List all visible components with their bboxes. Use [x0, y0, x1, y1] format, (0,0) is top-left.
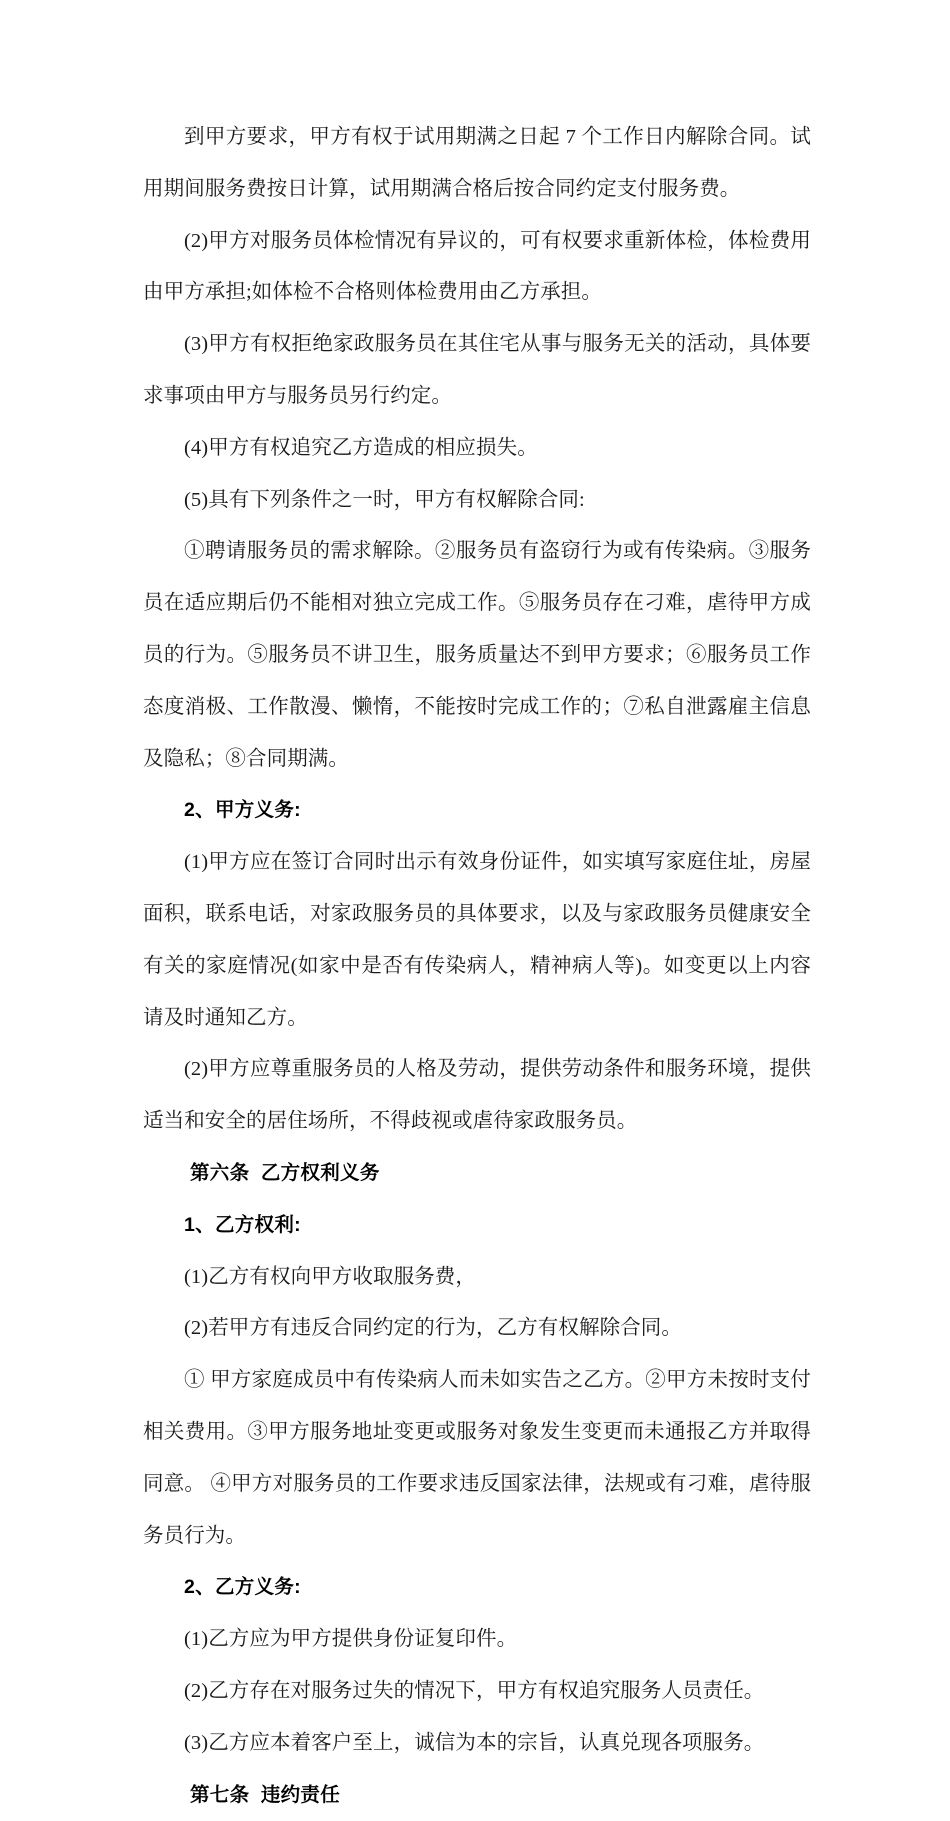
paragraph-b6: ①聘请服务员的需求解除。②服务员有盗窃行为或有传染病。③服务员在适应期后仍不能相对独立完成工作。⑤服务员存在刁难，虐待甲方成员的行为。⑤服务员不讲卫生，服务质量达不到甲方要求；⑥服务员工作态度消极、工作散漫、懒惰，不能按时完成工作的；⑦私自泄露雇主信息及隐私；⑧合同期满。 — [143, 526, 811, 785]
heading-article-six: 第六条 乙方权利义务 — [143, 1148, 811, 1200]
paragraph-b13: (2)若甲方有违反合同约定的行为，乙方有权解除合同。 — [143, 1303, 811, 1355]
document-text-body — [143, 112, 811, 1821]
paragraph-b14: ① 甲方家庭成员中有传染病人而未如实告之乙方。②甲方未按时支付相关费用。③甲方服务地址变更或服务对象发生变更而未通报乙方并取得同意。 ④甲方对服务员的工作要求违反国家法律，法规或有刁难，虐待服务员行为。 — [143, 1355, 811, 1562]
paragraph-b17: (2)乙方存在对服务过失的情况下，甲方有权追究服务人员责任。 — [143, 1666, 811, 1718]
paragraph-b5: (5)具有下列条件之一时，甲方有权解除合同: — [143, 475, 811, 527]
paragraph-b18: (3)乙方应本着客户至上，诚信为本的宗旨，认真兑现各项服务。 — [143, 1718, 811, 1770]
heading-party-b-obligations: 2、乙方义务: — [143, 1562, 811, 1614]
paragraph-b4: (4)甲方有权追究乙方造成的相应损失。 — [143, 423, 811, 475]
paragraph-b3: (3)甲方有权拒绝家政服务员在其住宅从事与服务无关的活动，具体要求事项由甲方与服务员另行约定。 — [143, 319, 811, 423]
heading-party-b-rights: 1、乙方权利: — [143, 1200, 811, 1252]
paragraph-b16: (1)乙方应为甲方提供身份证复印件。 — [143, 1614, 811, 1666]
paragraph-b9: (2)甲方应尊重服务员的人格及劳动，提供劳动条件和服务环境，提供适当和安全的居住场所，不得歧视或虐待家政服务员。 — [143, 1044, 811, 1148]
paragraph-b1: 到甲方要求，甲方有权于试用期满之日起 7 个工作日内解除合同。试用期间服务费按日计算，试用期满合格后按合同约定支付服务费。 — [143, 112, 811, 216]
paragraph-b2: (2)甲方对服务员体检情况有异议的，可有权要求重新体检，体检费用由甲方承担;如体检不合格则体检费用由乙方承担。 — [143, 216, 811, 320]
heading-party-a-obligations: 2、甲方义务: — [143, 785, 811, 837]
paragraph-b8: (1)甲方应在签订合同时出示有效身份证件，如实填写家庭住址，房屋面积，联系电话，对家政服务员的具体要求，以及与家政服务员健康安全有关的家庭情况(如家中是否有传染病人，精神病人等)。如变更以上内容请及时通知乙方。 — [143, 837, 811, 1044]
heading-article-seven: 第七条 违约责任 — [143, 1770, 811, 1821]
paragraph-b12: (1)乙方有权向甲方收取服务费， — [143, 1252, 811, 1304]
